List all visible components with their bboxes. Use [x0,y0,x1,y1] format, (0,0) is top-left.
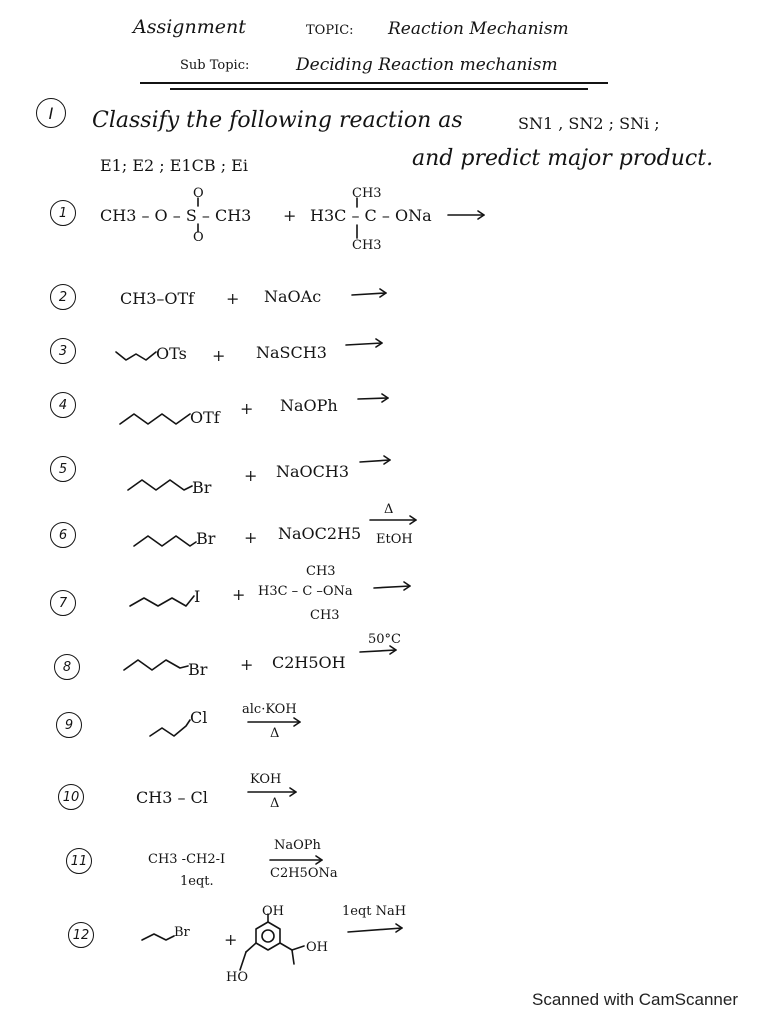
reactant-b: NaSCH3 [256,343,327,362]
reaction-arrow-5 [360,456,390,464]
reaction-arrow-9 [248,718,300,726]
bond [292,946,304,950]
reaction-arrow-8 [360,646,396,654]
bond [280,943,292,950]
reaction-arrow-12 [348,924,402,932]
reactant-a: Cl [190,708,208,727]
alkyl-chain [120,414,190,424]
reactant-a: CH3 – O – S – CH3 [100,206,252,225]
reaction-arrow-10 [248,788,296,796]
reaction-arrow-11 [270,856,322,864]
ring-ho-bottom: HO [226,970,248,985]
methyl-bottom: CH3 [310,608,340,623]
reaction-number: 3 [50,338,76,364]
reaction-arrow-1 [448,211,484,219]
reaction-arrow-2 [352,289,386,297]
condition-below: Δ [270,796,280,811]
reaction-number: 5 [50,456,76,482]
plus-sign: + [240,655,254,674]
plus-sign: + [244,466,258,485]
plus-sign: + [244,528,258,547]
section-instruction-line1: Classify the following reaction as [92,108,463,133]
reactant-a: CH3 -CH2-I [148,852,226,867]
reactant-a: Br [188,660,208,679]
bond [246,943,256,952]
plus-sign: + [232,585,246,604]
sulfonyl-oxygen-bottom: O [193,230,204,245]
reactant-b: NaOAc [264,287,322,306]
topic-value: Reaction Mechanism [388,19,569,39]
reaction-number: 6 [50,522,76,548]
alkyl-chain [150,720,190,736]
alkyl-chain [134,536,196,546]
camscanner-watermark: Scanned with CamScanner [531,990,738,1009]
alkyl-chain [124,660,188,670]
condition-above: KOH [250,772,282,787]
alkyl-chain [142,934,174,940]
reaction-number: 12 [68,922,94,948]
reaction-number: 10 [58,784,84,810]
reaction-number: 2 [50,284,76,310]
equivalents-note: 1eqt. [180,874,214,889]
section-mechanisms-2: E1; E2 ; E1CB ; Ei [100,156,248,175]
condition-above: 1eqt NaH [342,904,407,919]
condition-below: C2H5ONa [270,866,338,881]
aromatic-circle [262,930,274,942]
alkyl-chain [116,352,156,360]
reactant-b: C2H5OH [272,653,346,672]
reactant-b: NaOPh [280,396,338,415]
alkyl-chain [130,596,194,606]
alkyl-chain [128,480,192,490]
section-mechanisms-1: SN1 , SN2 ; SNi ; [518,114,660,133]
reactant-a: Br [174,925,190,940]
reaction-number: 4 [50,392,76,418]
reactant-b: NaOCH3 [276,462,350,481]
section-instruction-line2: and predict major product. [412,146,714,171]
bond [292,950,294,964]
reactant-a: Br [192,478,212,497]
section-number: I [36,98,66,128]
condition-above: alc·KOH [242,702,297,717]
reactant-a: CH3–OTf [120,289,195,308]
reaction-arrow-3 [346,339,382,347]
assignment-title: Assignment [133,16,246,38]
plus-sign: + [240,399,254,418]
ring-oh-top: OH [262,904,284,919]
plus-sign: + [224,930,238,949]
condition-above: NaOPh [274,838,321,853]
reactant-b: H3C – C –ONa [258,584,353,599]
bond [240,952,246,970]
plus-sign: + [212,346,226,365]
reaction-number: 11 [66,848,92,874]
reactant-a: OTf [190,408,220,427]
reactant-a: CH3 – Cl [136,788,208,807]
condition-above: Δ [384,502,394,517]
ring-oh-right: OH [306,940,328,955]
reactant-b: NaOC2H5 [278,524,362,543]
subtopic-value: Deciding Reaction mechanism [296,55,558,75]
methyl-top: CH3 [306,564,336,579]
reactant-a: I [194,587,201,606]
reaction-arrow-7 [374,582,410,590]
methyl-top: CH3 [352,186,382,201]
reaction-number: 1 [50,200,76,226]
reactant-a: Br [196,529,216,548]
reaction-number: 7 [50,590,76,616]
plus-sign: + [283,206,297,225]
topic-label: TOPIC: [306,23,354,38]
subtopic-label: Sub Topic: [180,58,250,73]
plus-sign: + [226,289,240,308]
reactant-a: OTs [156,344,187,363]
reaction-number: 8 [54,654,80,680]
condition-below: EtOH [376,532,413,547]
methyl-bottom: CH3 [352,238,382,253]
sulfonyl-oxygen-top: O [193,186,204,201]
condition-below: Δ [270,726,280,741]
reaction-number: 9 [56,712,82,738]
condition-above: 50°C [368,632,401,647]
reactant-b: H3C – C – ONa [310,206,432,225]
reaction-arrow-4 [358,394,388,402]
benzene-ring [256,922,280,950]
reaction-arrow-6 [370,516,416,524]
